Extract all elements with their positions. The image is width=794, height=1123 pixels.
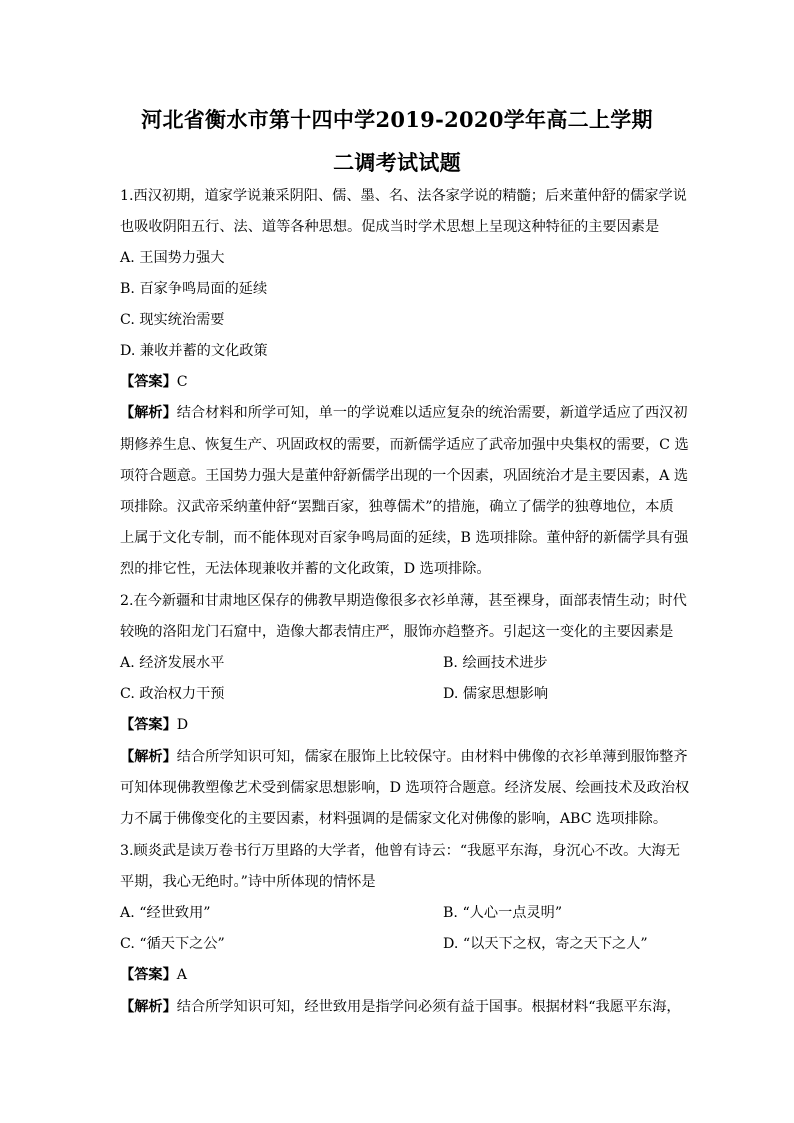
q3-option-b: B. “人心一点灵明” xyxy=(443,905,563,921)
q3-option-d: D. “以天下之权，寄之天下之人” xyxy=(443,936,648,952)
q2-option-a: A. 经济发展水平 xyxy=(120,655,225,671)
document-title-line-2: 二调考试试题 xyxy=(333,150,461,175)
answer-value: A xyxy=(176,967,188,983)
answer-tag: 【答案】 xyxy=(120,717,177,733)
q1-option-a: A. 王国势力强大 xyxy=(120,250,225,266)
q2-option-d: D. 儒家思想影响 xyxy=(443,686,549,702)
q1-stem-line-2: 也吸收阴阳五行、法、道等各种思想。促成当时学术思想上呈现这种特征的主要因素是 xyxy=(120,219,660,235)
analysis-tag: 【解析】 xyxy=(120,999,177,1015)
q3-option-a: A. “经世致用” xyxy=(120,905,211,921)
q2-analysis-line-2: 可知体现佛教塑像艺术受到儒家思想影响，D 选项符合题意。经济发展、绘画技术及政治权 xyxy=(120,780,690,796)
q2-stem-line-1: 2.在今新疆和甘肃地区保存的佛教早期造像很多衣衫单薄，甚至裸身，面部表情生动；时代 xyxy=(120,593,687,609)
q2-stem-line-2: 较晚的洛阳龙门石窟中，造像大都表情庄严，服饰亦趋整齐。引起这一变化的主要因素是 xyxy=(120,624,674,640)
analysis-text: 结合材料和所学可知，单一的学说难以适应复杂的统治需要，新道学适应了西汉初 xyxy=(176,405,688,421)
q3-stem-line-2: 平期，我心无绝时。”诗中所体现的情怀是 xyxy=(120,874,376,890)
q1-analysis-line-1 xyxy=(120,404,688,422)
q1-analysis-line-2: 期修养生息、恢复生产、巩固政权的需要，而新儒学适应了武帝加强中央集权的需要，C 选 xyxy=(120,437,689,453)
answer-value: D xyxy=(176,717,189,733)
answer-value: C xyxy=(176,374,188,390)
q2-option-b: B. 绘画技术进步 xyxy=(443,655,548,671)
q3-answer xyxy=(120,966,187,984)
analysis-tag: 【解析】 xyxy=(120,749,177,765)
answer-tag: 【答案】 xyxy=(120,374,177,390)
q2-analysis-line-3: 力不属于佛像变化的主要因素，材料强调的是儒家文化对佛像的影响，ABC 选项排除。 xyxy=(120,811,668,827)
q1-answer xyxy=(120,373,188,391)
q3-analysis-line-1 xyxy=(120,998,681,1016)
answer-tag: 【答案】 xyxy=(120,967,177,983)
analysis-tag: 【解析】 xyxy=(120,405,177,421)
analysis-text: 结合所学知识可知，经世致用是指学问必须有益于国事。根据材料“我愿平东海， xyxy=(176,999,681,1015)
q3-option-c: C. “循天下之公” xyxy=(120,936,225,952)
q1-analysis-line-5: 上属于文化专制，而不能体现对百家争鸣局面的延续，B 选项排除。董仲舒的新儒学具有强 xyxy=(120,530,689,546)
q1-stem-line-1: 1.西汉初期，道家学说兼采阴阳、儒、墨、名、法各家学说的精髓；后来董仲舒的儒家学说 xyxy=(120,188,687,204)
q2-answer xyxy=(120,716,188,734)
q1-analysis-line-3: 项符合题意。王国势力强大是董仲舒新儒学出现的一个因素，巩固统治才是主要因素，A 选 xyxy=(120,468,689,484)
q2-option-c: C. 政治权力干预 xyxy=(120,686,225,702)
q1-option-b: B. 百家争鸣局面的延续 xyxy=(120,281,268,297)
q1-analysis-line-6: 烈的排它性，无法体现兼收并蓄的文化政策，D 选项排除。 xyxy=(120,561,491,577)
q1-option-c: C. 现实统治需要 xyxy=(120,312,225,328)
analysis-text: 结合所学知识可知，儒家在服饰上比较保守。由材料中佛像的衣衫单薄到服饰整齐 xyxy=(176,749,688,765)
document-title-line-1: 河北省衡水市第十四中学2019-2020学年高二上学期 xyxy=(141,107,653,132)
q1-option-d: D. 兼收并蓄的文化政策 xyxy=(120,343,268,359)
q2-analysis-line-1 xyxy=(120,748,688,766)
q3-stem-line-1: 3.顾炎武是读万卷书行万里路的大学者，他曾有诗云：“我愿平东海，身沉心不改。大海无 xyxy=(120,843,680,859)
q1-analysis-line-4: 项排除。汉武帝采纳董仲舒“罢黜百家，独尊儒术”的措施，确立了儒学的独尊地位，本质 xyxy=(120,499,674,515)
